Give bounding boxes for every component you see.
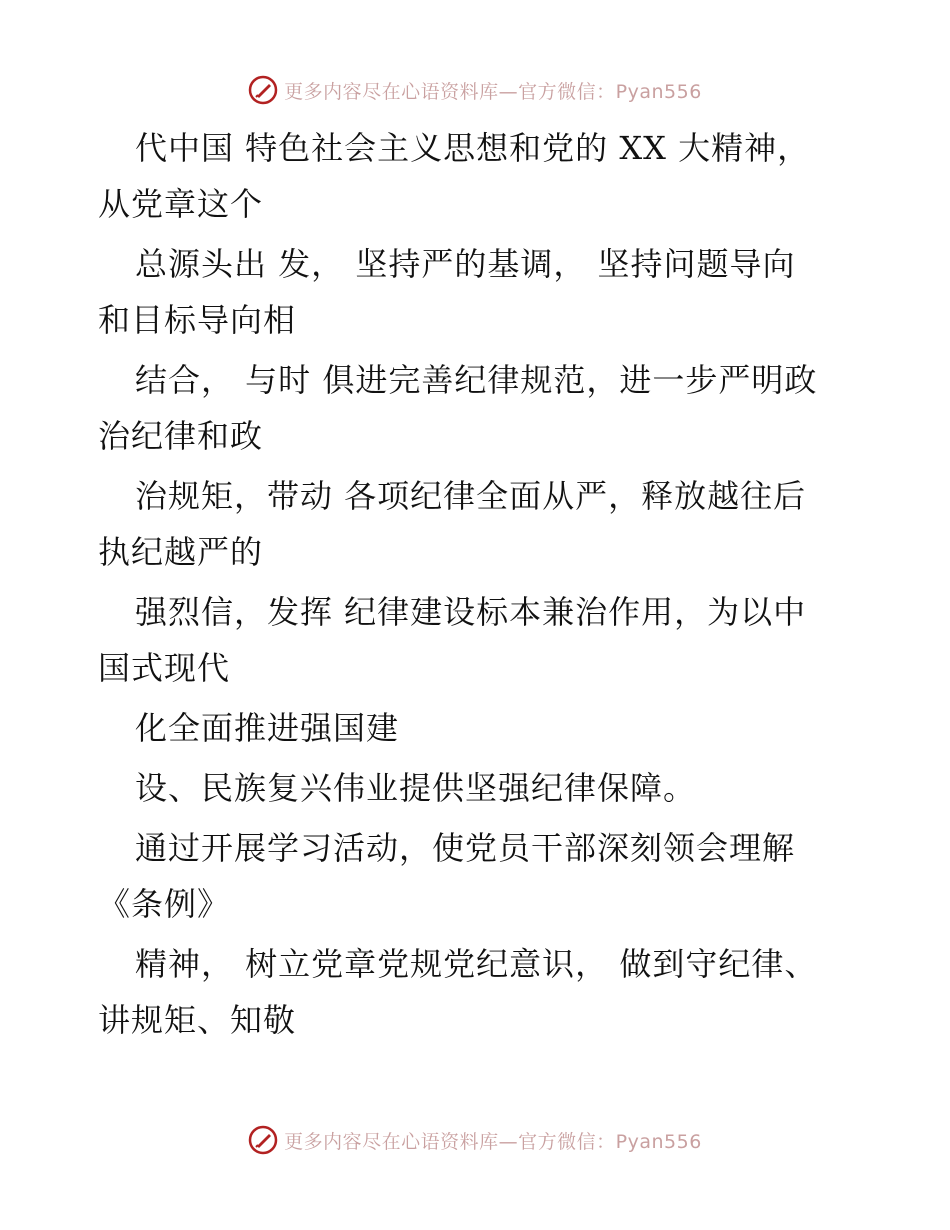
header-banner-text: 更多内容尽在心语资料库—官方微信：Pyan556: [284, 80, 702, 103]
footer-banner: [0, 1120, 950, 1160]
footer-banner-text: 更多内容尽在心语资料库—官方微信：Pyan556: [284, 1130, 702, 1153]
header-banner: [0, 70, 950, 110]
body-line: 国式现代: [98, 649, 231, 687]
body-line: 设、民族复兴伟业提供坚强纪律保障。: [135, 769, 697, 807]
body-line: 结合， 与时 俱进完善纪律规范，进一步严明政: [135, 361, 818, 399]
body-line: 治纪律和政: [98, 417, 264, 455]
body-line: 执纪越严的: [98, 533, 264, 571]
body-line: 总源头出 发， 坚持严的基调， 坚持问题导向: [135, 245, 796, 283]
body-line: 化全面推进强国建: [135, 709, 400, 747]
body-line: 从党章这个: [98, 185, 264, 223]
body-line: 代中国 特色社会主义思想和党的 XX 大精神，: [135, 129, 811, 167]
body-line: 治规矩，带动 各项纪律全面从严，释放越往后: [135, 477, 807, 515]
body-line: 通过开展学习活动，使党员干部深刻领会理解: [135, 829, 796, 867]
body-line: 精神， 树立党章党规党纪意识， 做到守纪律、: [135, 945, 818, 983]
quill-logo-icon: [248, 1125, 278, 1155]
footer-banner-inner: [248, 1125, 702, 1155]
body-line: 《条例》: [98, 885, 231, 923]
quill-logo-icon: [248, 75, 278, 105]
body-line: 强烈信，发挥 纪律建设标本兼治作用，为以中: [135, 593, 807, 631]
body-line: 和目标导向相: [98, 301, 297, 339]
body-line: 讲规矩、知敬: [98, 1001, 297, 1039]
header-banner-inner: [248, 75, 702, 105]
